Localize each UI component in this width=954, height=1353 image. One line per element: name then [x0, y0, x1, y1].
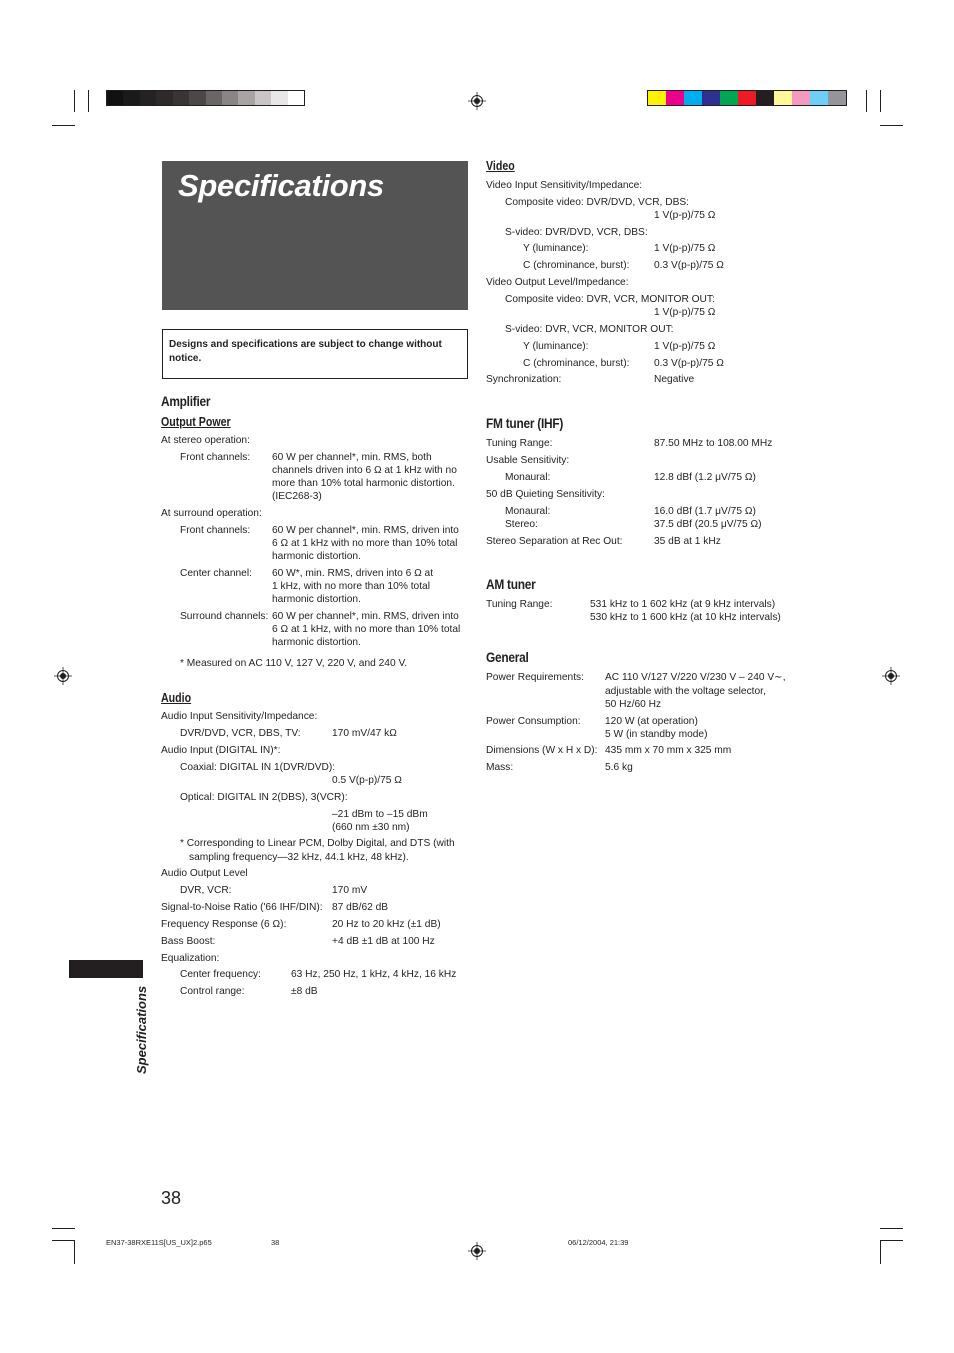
frequency-response-value: 20 Hz to 20 kHz (±1 dB) — [332, 919, 441, 930]
value-line: 60 W*, min. RMS, driven into 6 Ω at — [272, 568, 434, 579]
usable-monaural-value: 12.8 dBf (1.2 μV/75 Ω) — [654, 472, 756, 483]
value-line: 60 W per channel*, min. RMS, both — [272, 452, 432, 463]
registration-mark-icon — [468, 92, 486, 110]
footer-page: 38 — [271, 1238, 280, 1247]
quieting-monaural-value: 16.0 dBf (1.7 μV/75 Ω) — [654, 506, 756, 517]
digital-in-label: Audio Input (DIGITAL IN)*: — [161, 745, 281, 756]
optical-label: Optical: DIGITAL IN 2(DBS), 3(VCR): — [180, 792, 348, 803]
audio-output-value: 170 mV — [332, 885, 368, 896]
quieting-sensitivity-label: 50 dB Quieting Sensitivity: — [486, 489, 605, 500]
video-input-svideo-label: S-video: DVR/DVD, VCR, DBS: — [505, 227, 648, 238]
quieting-monaural-label: Monaural: — [505, 506, 551, 517]
notice-text: Designs and specifications are subject to change without notice. — [169, 339, 442, 364]
amplifier-heading: Amplifier — [161, 393, 211, 409]
video-output-svideo-label: S-video: DVR, VCR, MONITOR OUT: — [505, 324, 674, 335]
mass-label: Mass: — [486, 762, 514, 773]
control-range-label: Control range: — [180, 986, 245, 997]
calibration-swatch — [140, 91, 156, 105]
video-output-level-label: Video Output Level/Impedance: — [486, 277, 629, 288]
calibration-swatch — [738, 91, 756, 105]
snr-value: 87 dB/62 dB — [332, 902, 389, 913]
calibration-swatch — [684, 91, 702, 105]
dimensions-value: 435 mm x 70 mm x 325 mm — [605, 745, 732, 756]
calibration-swatch — [255, 91, 271, 105]
calibration-swatch — [810, 91, 828, 105]
calibration-swatch — [271, 91, 287, 105]
side-tab-label: Specifications — [134, 985, 149, 1074]
video-input-chrominance-value: 0.3 V(p-p)/75 Ω — [654, 260, 724, 271]
page-title: Specifications — [178, 168, 384, 203]
video-output-luminance-label: Y (luminance): — [523, 341, 589, 352]
video-input-sensitivity-label: Video Input Sensitivity/Impedance: — [486, 180, 643, 191]
amplifier-footnote: * Measured on AC 110 V, 127 V, 220 V, and 240 V. — [180, 658, 408, 669]
surround-label: At surround operation: — [161, 508, 262, 519]
synchronization-value: Negative — [654, 374, 695, 385]
calibration-swatch — [288, 91, 304, 105]
calibration-swatch — [222, 91, 238, 105]
am-tuning-range-value-alt: 530 kHz to 1 600 kHz (at 10 kHz intervals) — [590, 612, 781, 623]
color-calibration-bar — [647, 90, 847, 106]
power-requirements-value: AC 110 V/127 V/220 V/230 V – 240 V∼, — [605, 672, 786, 683]
registration-mark-icon — [468, 1242, 486, 1260]
control-range-value: ±8 dB — [291, 986, 318, 997]
audio-output-level-label: Audio Output Level — [161, 868, 248, 879]
video-heading: Video — [486, 159, 515, 173]
value-line: 6 Ω at 1 kHz, with no more than 10% total — [272, 624, 461, 635]
calibration-swatch — [756, 91, 774, 105]
stereo-separation-label: Stereo Separation at Rec Out: — [486, 536, 623, 547]
value-line: 1 kHz, with no more than 10% total — [272, 581, 430, 592]
side-tab-bar — [69, 960, 143, 978]
calibration-swatch — [206, 91, 222, 105]
power-requirements-label: Power Requirements: — [486, 672, 584, 683]
fm-tuner-heading: FM tuner (IHF) — [486, 415, 564, 431]
registration-mark-icon — [882, 667, 900, 685]
power-consumption-standby-value: 5 W (in standby mode) — [605, 729, 708, 740]
calibration-swatch — [648, 91, 666, 105]
footer-filename: EN37-38RXE11S[US_UX]2.p65 — [106, 1238, 212, 1247]
center-frequency-value: 63 Hz, 250 Hz, 1 kHz, 4 kHz, 16 kHz — [291, 969, 457, 980]
value-line: 60 W per channel*, min. RMS, driven into — [272, 525, 459, 536]
power-consumption-value: 120 W (at operation) — [605, 716, 698, 727]
fm-tuning-range-label: Tuning Range: — [486, 438, 553, 449]
power-consumption-label: Power Consumption: — [486, 716, 581, 727]
bass-boost-label: Bass Boost: — [161, 936, 216, 947]
am-tuning-range-label: Tuning Range: — [486, 599, 553, 610]
frequency-response-label: Frequency Response (6 Ω): — [161, 919, 287, 930]
footer-date: 06/12/2004, 21:39 — [568, 1238, 629, 1247]
audio-input-source-label: DVR/DVD, VCR, DBS, TV: — [180, 728, 301, 739]
video-output-chrominance-value: 0.3 V(p-p)/75 Ω — [654, 358, 724, 369]
calibration-swatch — [107, 91, 123, 105]
calibration-swatch — [792, 91, 810, 105]
value-line: harmonic distortion. — [272, 551, 361, 562]
calibration-swatch — [720, 91, 738, 105]
stereo-separation-value: 35 dB at 1 kHz — [654, 536, 721, 547]
value-line: harmonic distortion. — [272, 594, 361, 605]
calibration-swatch — [774, 91, 792, 105]
surround-front-label: Front channels: — [180, 525, 251, 536]
video-input-luminance-label: Y (luminance): — [523, 243, 589, 254]
page-number: 38 — [161, 1188, 182, 1208]
equalization-label: Equalization: — [161, 953, 220, 964]
center-frequency-label: Center frequency: — [180, 969, 261, 980]
gray-calibration-bar — [106, 90, 305, 106]
optical-value-wavelength: (660 nm ±30 nm) — [332, 822, 410, 833]
video-input-composite-label: Composite video: DVR/DVD, VCR, DBS: — [505, 197, 689, 208]
mass-value: 5.6 kg — [605, 762, 633, 773]
general-heading: General — [486, 649, 529, 665]
audio-footnote-continued: sampling frequency—32 kHz, 44.1 kHz, 48 kHz). — [189, 852, 409, 863]
value-line: (IEC268-3) — [272, 491, 322, 502]
value-line: more than 10% total harmonic distortion. — [272, 478, 455, 489]
center-channel-label: Center channel: — [180, 568, 252, 579]
am-tuner-heading: AM tuner — [486, 576, 536, 592]
usable-sensitivity-label: Usable Sensitivity: — [486, 455, 570, 466]
audio-input-sensitivity-label: Audio Input Sensitivity/Impedance: — [161, 711, 318, 722]
quieting-stereo-value: 37.5 dBf (20.5 μV/75 Ω) — [654, 519, 762, 530]
calibration-swatch — [156, 91, 172, 105]
video-input-chrominance-label: C (chrominance, burst): — [523, 260, 630, 271]
output-power-heading: Output Power — [161, 415, 231, 429]
calibration-swatch — [123, 91, 139, 105]
video-output-chrominance-label: C (chrominance, burst): — [523, 358, 630, 369]
am-tuning-range-value: 531 kHz to 1 602 kHz (at 9 kHz intervals) — [590, 599, 776, 610]
audio-output-source-label: DVR, VCR: — [180, 885, 232, 896]
audio-input-sensitivity-value: 170 mV/47 kΩ — [332, 728, 397, 739]
coaxial-value: 0.5 V(p-p)/75 Ω — [332, 775, 402, 786]
bass-boost-value: +4 dB ±1 dB at 100 Hz — [332, 936, 435, 947]
stereo-front-label: Front channels: — [180, 452, 251, 463]
video-output-luminance-value: 1 V(p-p)/75 Ω — [654, 341, 716, 352]
snr-label: Signal-to-Noise Ratio ('66 IHF/DIN): — [161, 902, 323, 913]
audio-heading: Audio — [161, 691, 192, 705]
power-requirements-value-line2: adjustable with the voltage selector, — [605, 686, 766, 697]
calibration-swatch — [828, 91, 846, 105]
fm-tuning-range-value: 87.50 MHz to 108.00 MHz — [654, 438, 773, 449]
video-input-composite-value: 1 V(p-p)/75 Ω — [654, 210, 716, 221]
quieting-stereo-label: Stereo: — [505, 519, 538, 530]
synchronization-label: Synchronization: — [486, 374, 562, 385]
calibration-swatch — [666, 91, 684, 105]
audio-footnote: * Corresponding to Linear PCM, Dolby Digital, and DTS (with — [180, 838, 455, 849]
usable-monaural-label: Monaural: — [505, 472, 551, 483]
registration-mark-icon — [54, 667, 72, 685]
coaxial-label: Coaxial: DIGITAL IN 1(DVR/DVD): — [180, 762, 336, 773]
stereo-label: At stereo operation: — [161, 435, 250, 446]
calibration-swatch — [173, 91, 189, 105]
video-output-composite-value: 1 V(p-p)/75 Ω — [654, 307, 716, 318]
video-input-luminance-value: 1 V(p-p)/75 Ω — [654, 243, 716, 254]
optical-value: –21 dBm to –15 dBm — [332, 809, 428, 820]
calibration-swatch — [238, 91, 254, 105]
dimensions-label: Dimensions (W x H x D): — [486, 745, 598, 756]
value-line: harmonic distortion. — [272, 637, 361, 648]
value-line: channels driven into 6 Ω at 1 kHz with no — [272, 465, 457, 476]
calibration-swatch — [702, 91, 720, 105]
video-output-composite-label: Composite video: DVR, VCR, MONITOR OUT: — [505, 294, 715, 305]
value-line: 6 Ω at 1 kHz with no more than 10% total — [272, 538, 458, 549]
value-line: 60 W per channel*, min. RMS, driven into — [272, 611, 459, 622]
power-requirements-value-line3: 50 Hz/60 Hz — [605, 699, 662, 710]
calibration-swatch — [189, 91, 205, 105]
surround-channels-label: Surround channels: — [180, 611, 269, 622]
